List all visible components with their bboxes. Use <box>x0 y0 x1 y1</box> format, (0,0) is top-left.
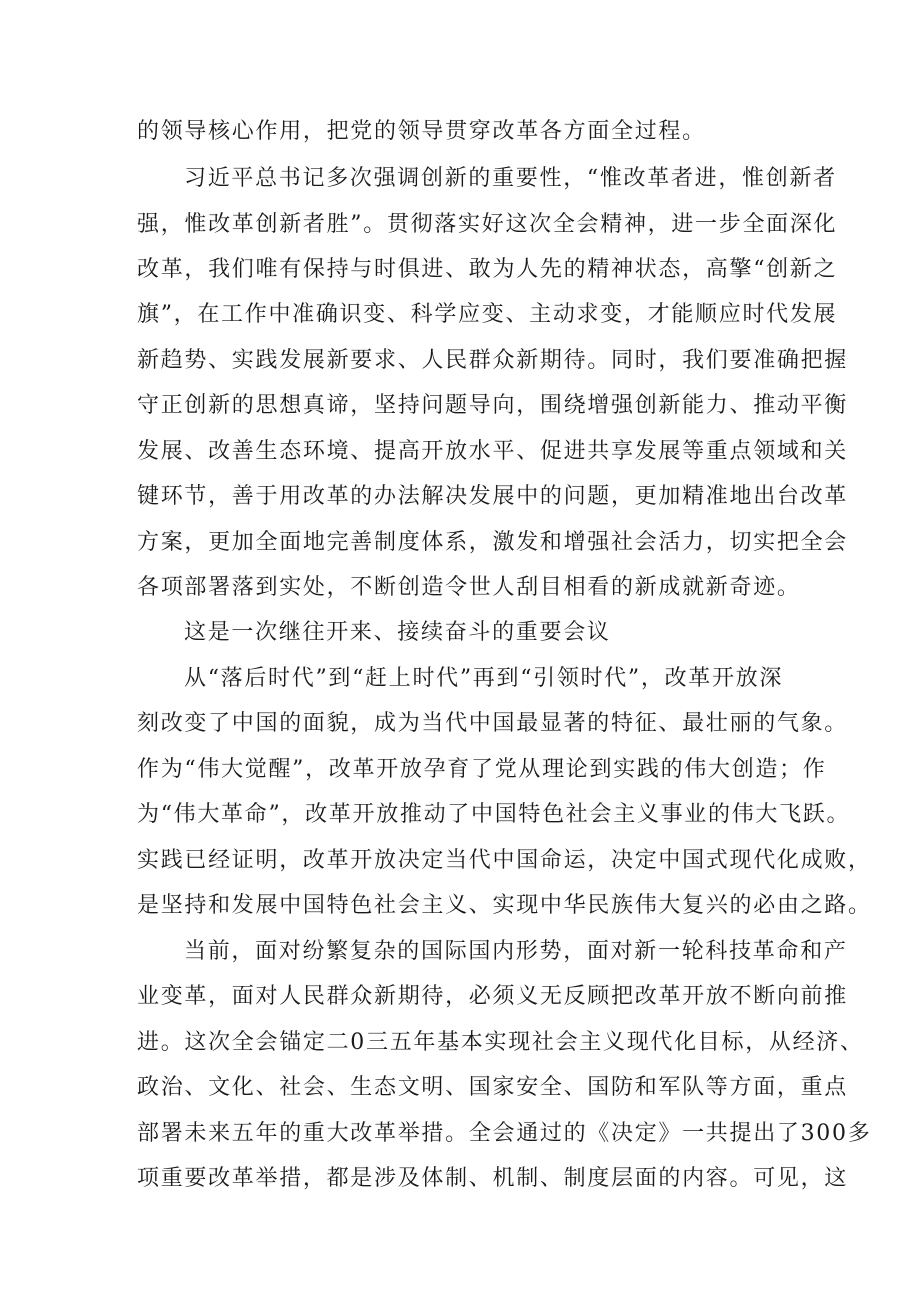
paragraph-line: 新趋势、实践发展新要求、人民群众新期待。同时，我们要准确把握 <box>137 348 849 373</box>
paragraph-line: 守正创新的思想真谛，坚持问题导向，围绕增强创新能力、推动平衡 <box>137 393 849 418</box>
section-heading: 这是一次继往开来、接续奋斗的重要会议 <box>184 620 611 645</box>
paragraph-line: 进。这次全会锚定二0三五年基本实现社会主义现代化目标，从经济、 <box>137 1030 864 1055</box>
paragraph-line: 当前，面对纷繁复杂的国际国内形势，面对新一轮科技革命和产 <box>184 939 848 964</box>
paragraph-line: 为“伟大革命”，改革开放推动了中国特色社会主义事业的伟大飞跃。 <box>137 802 851 827</box>
paragraph-line: 部署未来五年的重大改革举措。全会通过的《决定》一共提出了300多 <box>137 1121 872 1146</box>
paragraph-line: 业变革，面对人民群众新期待，必须义无反顾把改革开放不断向前推 <box>137 984 849 1009</box>
paragraph-line: 强，惟改革创新者胜”。贯彻落实好这次全会精神，进一步全面深化 <box>137 212 838 237</box>
paragraph-line: 实践已经证明，改革开放决定当代中国命运，决定中国式现代化成败， <box>137 848 872 873</box>
paragraph-line: 从“落后时代”到“赶上时代”再到“引领时代”，改革开放深 <box>184 666 784 691</box>
paragraph-line: 各项部署落到实处，不断创造令世人刮目相看的新成就新奇迹。 <box>137 575 801 600</box>
paragraph-line: 刻改变了中国的面貌，成为当代中国最显著的特征、最壮丽的气象。 <box>137 711 849 736</box>
paragraph-line: 项重要改革举措，都是涉及体制、机制、制度层面的内容。可见，这 <box>137 1166 849 1191</box>
paragraph-line: 键环节，善于用改革的办法解决发展中的问题，更加精准地出台改革 <box>137 484 849 509</box>
paragraph-line: 发展、改善生态环境、提高开放水平、促进共享发展等重点领域和关 <box>137 439 849 464</box>
paragraph-line: 的领导核心作用，把党的领导贯穿改革各方面全过程。 <box>137 119 706 144</box>
paragraph-line: 政治、文化、社会、生态文明、国家安全、国防和军队等方面，重点 <box>137 1075 849 1100</box>
paragraph-line: 作为“伟大觉醒”，改革开放孕育了党从理论到实践的伟大创造；作 <box>137 757 827 782</box>
paragraph-line: 方案，更加全面地完善制度体系，激发和增强社会活力，切实把全会 <box>137 530 849 555</box>
paragraph-line: 旗”，在工作中准确识变、科学应变、主动求变，才能顺应时代发展 <box>137 302 838 327</box>
paragraph-line: 改革，我们唯有保持与时俱进、敢为人先的精神状态，高擎“创新之 <box>137 257 838 282</box>
paragraph-line: 是坚持和发展中国特色社会主义、实现中华民族伟大复兴的必由之路。 <box>137 893 872 918</box>
paragraph-line: 习近平总书记多次强调创新的重要性，“惟改革者进，惟创新者 <box>184 166 837 191</box>
